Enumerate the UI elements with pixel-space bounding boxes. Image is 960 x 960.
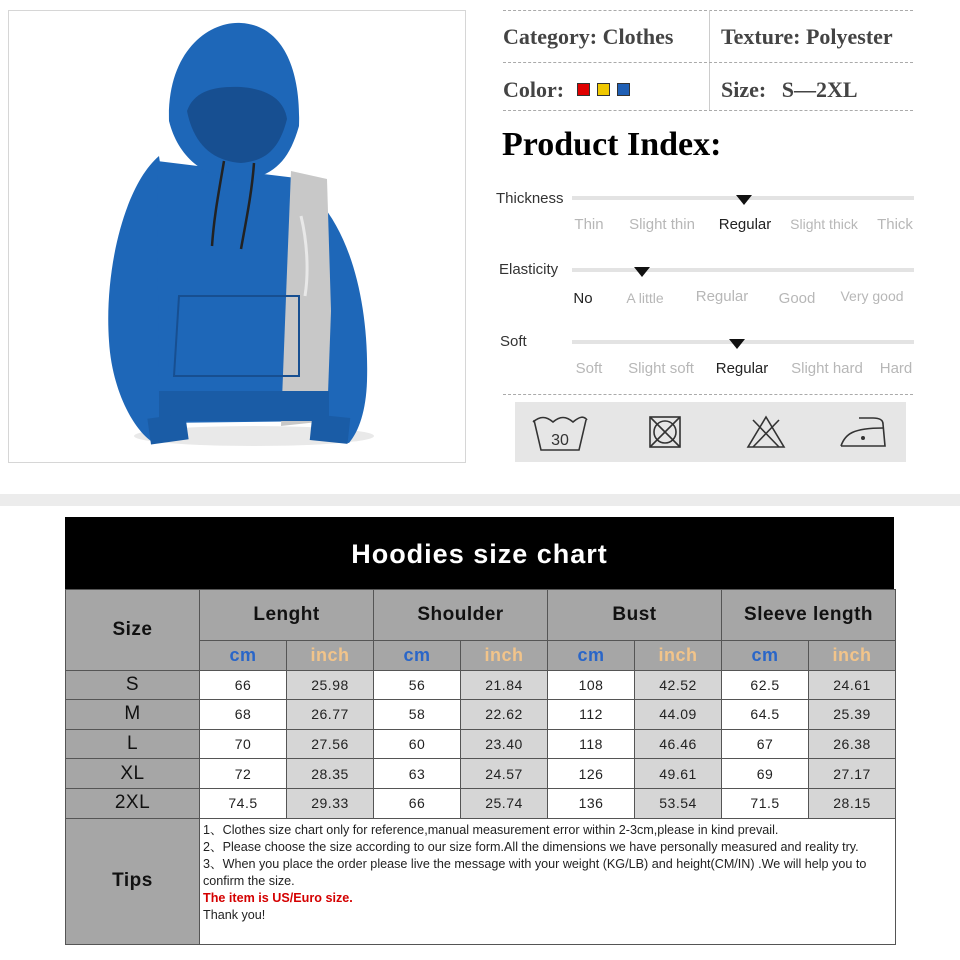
table-cell: 66 bbox=[374, 788, 461, 818]
tips-row bbox=[66, 818, 896, 944]
color-label: Color: bbox=[503, 77, 565, 102]
divider bbox=[503, 394, 913, 395]
color-row bbox=[503, 77, 630, 103]
table-row bbox=[66, 788, 896, 818]
divider bbox=[709, 10, 710, 110]
tip-line: 1、Clothes size chart only for reference,manual measurement error within 2-3cm,please in kind prevail. bbox=[203, 822, 779, 837]
table-cell: 71.5 bbox=[722, 788, 809, 818]
elasticity-option: No bbox=[573, 290, 593, 307]
row-size: S bbox=[66, 670, 200, 700]
table-cell: 64.5 bbox=[722, 700, 809, 730]
color-swatch-red[interactable] bbox=[577, 83, 590, 96]
thickness-label: Thickness bbox=[496, 190, 564, 207]
thickness-option: Thick bbox=[877, 216, 913, 233]
tip-thanks: Thank you! bbox=[203, 908, 266, 923]
table-cell: 67 bbox=[722, 729, 809, 759]
thickness-marker bbox=[736, 195, 752, 205]
tip-line: 3、When you place the order please live the message with your weight (KG/LB) and height(CM/IN) .We will help you to confirm the size. bbox=[203, 856, 867, 888]
table-cell: 108 bbox=[548, 670, 635, 700]
iron-low-icon bbox=[837, 414, 889, 450]
table-row bbox=[66, 700, 896, 730]
table-cell: 60 bbox=[374, 729, 461, 759]
column-header-sleeve-length: Sleeve length bbox=[722, 590, 896, 641]
table-cell: 66 bbox=[200, 670, 287, 700]
table-cell: 126 bbox=[548, 759, 635, 789]
elasticity-option: Good bbox=[778, 290, 816, 307]
row-size: L bbox=[66, 729, 200, 759]
table-cell: 53.54 bbox=[635, 788, 722, 818]
table-cell: 44.09 bbox=[635, 700, 722, 730]
thickness-option: Thin bbox=[574, 216, 604, 233]
table-cell: 29.33 bbox=[287, 788, 374, 818]
tips-header: Tips bbox=[66, 818, 200, 944]
column-header-bust: Bust bbox=[548, 590, 722, 641]
column-header-shoulder: Shoulder bbox=[374, 590, 548, 641]
table-cell: 58 bbox=[374, 700, 461, 730]
size-header: Size bbox=[66, 590, 200, 671]
thickness-option: Regular bbox=[718, 216, 772, 233]
row-size: M bbox=[66, 700, 200, 730]
table-cell: 25.98 bbox=[287, 670, 374, 700]
product-photo bbox=[8, 10, 466, 463]
unit-inch: inch bbox=[287, 641, 374, 671]
unit-inch: inch bbox=[461, 641, 548, 671]
care-instructions bbox=[515, 402, 906, 462]
unit-cm: cm bbox=[722, 641, 809, 671]
size-row bbox=[721, 77, 858, 103]
elasticity-option: A little bbox=[626, 290, 664, 306]
soft-option: Soft bbox=[575, 360, 603, 377]
color-swatch-blue[interactable] bbox=[617, 83, 630, 96]
hoodie-illustration bbox=[9, 11, 467, 464]
table-cell: 23.40 bbox=[461, 729, 548, 759]
table-cell: 46.46 bbox=[635, 729, 722, 759]
unit-cm: cm bbox=[200, 641, 287, 671]
soft-label: Soft bbox=[500, 333, 527, 350]
divider bbox=[503, 62, 913, 63]
table-row bbox=[66, 759, 896, 789]
soft-option: Regular bbox=[715, 360, 769, 377]
table-cell: 112 bbox=[548, 700, 635, 730]
unit-cm: cm bbox=[548, 641, 635, 671]
column-header-length: Lenght bbox=[200, 590, 374, 641]
divider bbox=[503, 110, 913, 111]
table-cell: 21.84 bbox=[461, 670, 548, 700]
table-cell: 136 bbox=[548, 788, 635, 818]
size-chart-header bbox=[65, 517, 894, 589]
table-cell: 42.52 bbox=[635, 670, 722, 700]
table-cell: 68 bbox=[200, 700, 287, 730]
thickness-option: Slight thick bbox=[790, 216, 858, 232]
elasticity-marker bbox=[634, 267, 650, 277]
table-cell: 63 bbox=[374, 759, 461, 789]
table-cell: 25.74 bbox=[461, 788, 548, 818]
table-cell: 25.39 bbox=[809, 700, 896, 730]
wash-30-icon bbox=[531, 414, 589, 454]
svg-text:30: 30 bbox=[551, 432, 569, 449]
table-cell: 62.5 bbox=[722, 670, 809, 700]
soft-option: Slight soft bbox=[628, 360, 694, 377]
table-cell: 24.57 bbox=[461, 759, 548, 789]
tips-content bbox=[200, 818, 896, 944]
soft-option: Hard bbox=[879, 360, 913, 377]
table-cell: 70 bbox=[200, 729, 287, 759]
color-swatch-yellow[interactable] bbox=[597, 83, 610, 96]
section-divider bbox=[0, 494, 960, 506]
no-tumble-dry-icon bbox=[647, 414, 683, 450]
table-cell: 74.5 bbox=[200, 788, 287, 818]
table-cell: 22.62 bbox=[461, 700, 548, 730]
table-cell: 118 bbox=[548, 729, 635, 759]
elasticity-option: Very good bbox=[840, 288, 904, 304]
table-cell: 69 bbox=[722, 759, 809, 789]
unit-inch: inch bbox=[635, 641, 722, 671]
elasticity-track bbox=[572, 268, 914, 272]
size-label: Size: bbox=[721, 77, 767, 102]
unit-inch: inch bbox=[809, 641, 896, 671]
divider bbox=[503, 10, 913, 11]
tip-line: 2、Please choose the size according to our size form.All the dimensions we have personally measured and reality try. bbox=[203, 839, 859, 854]
size-chart-title: Hoodies size chart bbox=[351, 539, 608, 569]
table-cell: 49.61 bbox=[635, 759, 722, 789]
no-bleach-icon bbox=[745, 414, 787, 450]
soft-option: Slight hard bbox=[791, 360, 863, 377]
elasticity-label: Elasticity bbox=[499, 261, 559, 278]
table-row bbox=[66, 729, 896, 759]
soft-marker bbox=[729, 339, 745, 349]
table-cell: 56 bbox=[374, 670, 461, 700]
table-cell: 26.77 bbox=[287, 700, 374, 730]
product-index-title: Product Index: bbox=[502, 126, 722, 163]
category-label: Category: Clothes bbox=[503, 24, 674, 49]
table-cell: 27.17 bbox=[809, 759, 896, 789]
table-row bbox=[66, 670, 896, 700]
unit-cm: cm bbox=[374, 641, 461, 671]
row-size: XL bbox=[66, 759, 200, 789]
size-range: S—2XL bbox=[781, 77, 858, 102]
row-size: 2XL bbox=[66, 788, 200, 818]
table-cell: 72 bbox=[200, 759, 287, 789]
table-cell: 24.61 bbox=[809, 670, 896, 700]
tip-size-note: The item is US/Euro size. bbox=[203, 890, 353, 905]
table-cell: 27.56 bbox=[287, 729, 374, 759]
size-chart-table bbox=[65, 589, 896, 945]
table-cell: 26.38 bbox=[809, 729, 896, 759]
thickness-option: Slight thin bbox=[629, 216, 695, 233]
table-cell: 28.15 bbox=[809, 788, 896, 818]
texture-label: Texture: Polyester bbox=[721, 24, 893, 49]
table-cell: 28.35 bbox=[287, 759, 374, 789]
elasticity-option: Regular bbox=[695, 288, 749, 305]
